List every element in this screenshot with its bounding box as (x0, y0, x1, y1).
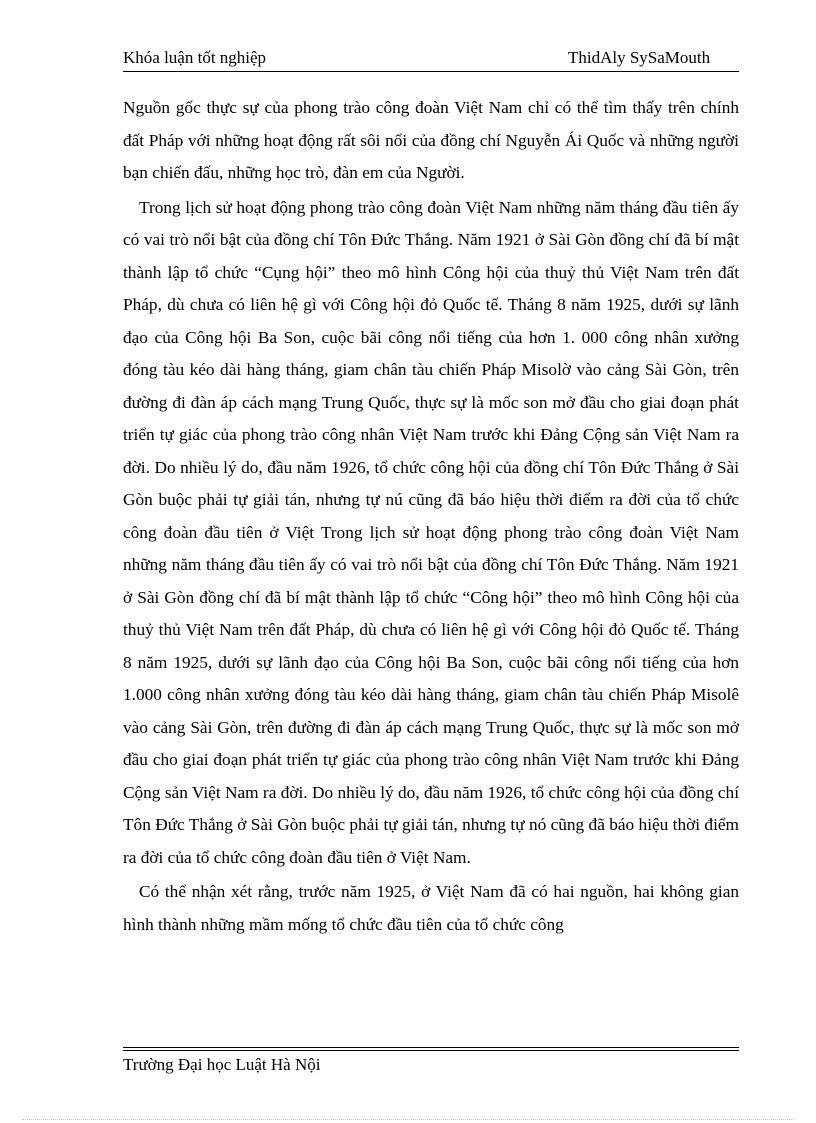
header-title: Khóa luận tốt nghiệp (123, 48, 267, 67)
paragraph-1: Nguồn gốc thực sự của phong trào công đoàn Việt Nam chỉ có thể tìm thấy trên chính đất Pháp với những hoạt động rất sôi nổi của đồng chí Nguyễn Ái Quốc và những người bạn chiến đấu, những học trò, đàn em của Người. (123, 98, 739, 182)
footer-rule (123, 1047, 739, 1051)
paragraph-3: Có thể nhận xét rằng, trước năm 1925, ở Việt Nam đã có hai nguồn, hai không gian hình thành những mầm mống tổ chức đầu tiên của tổ chức công (123, 882, 739, 934)
header-rule (123, 71, 739, 72)
footer-institution: Trường Đại học Luật Hà Nội (123, 1055, 321, 1074)
header-author: ThidAly SySaMouth (568, 48, 711, 67)
page-bottom-border (22, 1119, 794, 1120)
paragraph-2: Trong lịch sử hoạt động phong trào công đoàn Việt Nam những năm tháng đầu tiên ấy có vai trò nổi bật của đồng chí Tôn Đức Thắng. Năm 1921 ở Sài Gòn đồng chí đã bí mật thành lập tổ chức “Cụng hội” theo mô hình Công hội của thuỷ thủ Việt Nam trên đất Pháp, dù chưa có liên hệ gì với Công hội đỏ Quốc tế. Tháng 8 năm 1925, dưới sự lãnh đạo của Công hội Ba Son, cuộc bãi công nổi tiếng của hơn 1. 000 công nhân xưởng đóng tàu kéo dài hàng tháng, giam chân tàu chiến Pháp Misolờ vào cảng Sài Gòn, trên đường đi đàn áp cách mạng Trung Quốc, thực sự là mốc son mở đầu cho giai đoạn phát triển tự giác của phong trào công nhân Việt Nam trước khi Đảng Cộng sản Việt Nam ra đời. Do nhiều lý do, đầu năm 1926, tổ chức công hội của đồng chí Tôn Đức Thắng ở Sài Gòn buộc phải tự giải tán, nhưng tự nú cũng đã báo hiệu thời điểm ra đời của tổ chức công đoàn đầu tiên ở Việt Trong lịch sử hoạt động phong trào công đoàn Việt Nam những năm tháng đầu tiên ấy có vai trò nổi bật của đồng chí Tôn Đức Thắng. Năm 1921 ở Sài Gòn đồng chí đã bí mật thành lập tổ chức “Công hội” theo mô hình Công hội của thuỷ thủ Việt Nam trên đất Pháp, dù chưa có liên hệ gì với Công hội đỏ Quốc tế. Tháng 8 năm 1925, dưới sự lãnh đạo của Công hội Ba Son, cuộc bãi công nổi tiếng của hơn 1.000 công nhân xưởng đóng tàu kéo dài hàng tháng, giam chân tàu chiến Pháp Misolê vào cảng Sài Gòn, trên đường đi đàn áp cách mạng Trung Quốc, thực sự là mốc son mở đầu cho giai đoạn phát triển tự giác của phong trào công nhân Việt Nam trước khi Đảng Cộng sản Việt Nam ra đời. Do nhiều lý do, đầu năm 1926, tổ chức công hội của đồng chí Tôn Đức Thắng ở Sài Gòn buộc phải tự giải tán, nhưng tự nó cũng đã báo hiệu thời điểm ra đời của tổ chức công đoàn đầu tiên ở Việt Nam. (123, 197, 739, 867)
page-header (123, 48, 739, 72)
body-text (123, 92, 739, 941)
